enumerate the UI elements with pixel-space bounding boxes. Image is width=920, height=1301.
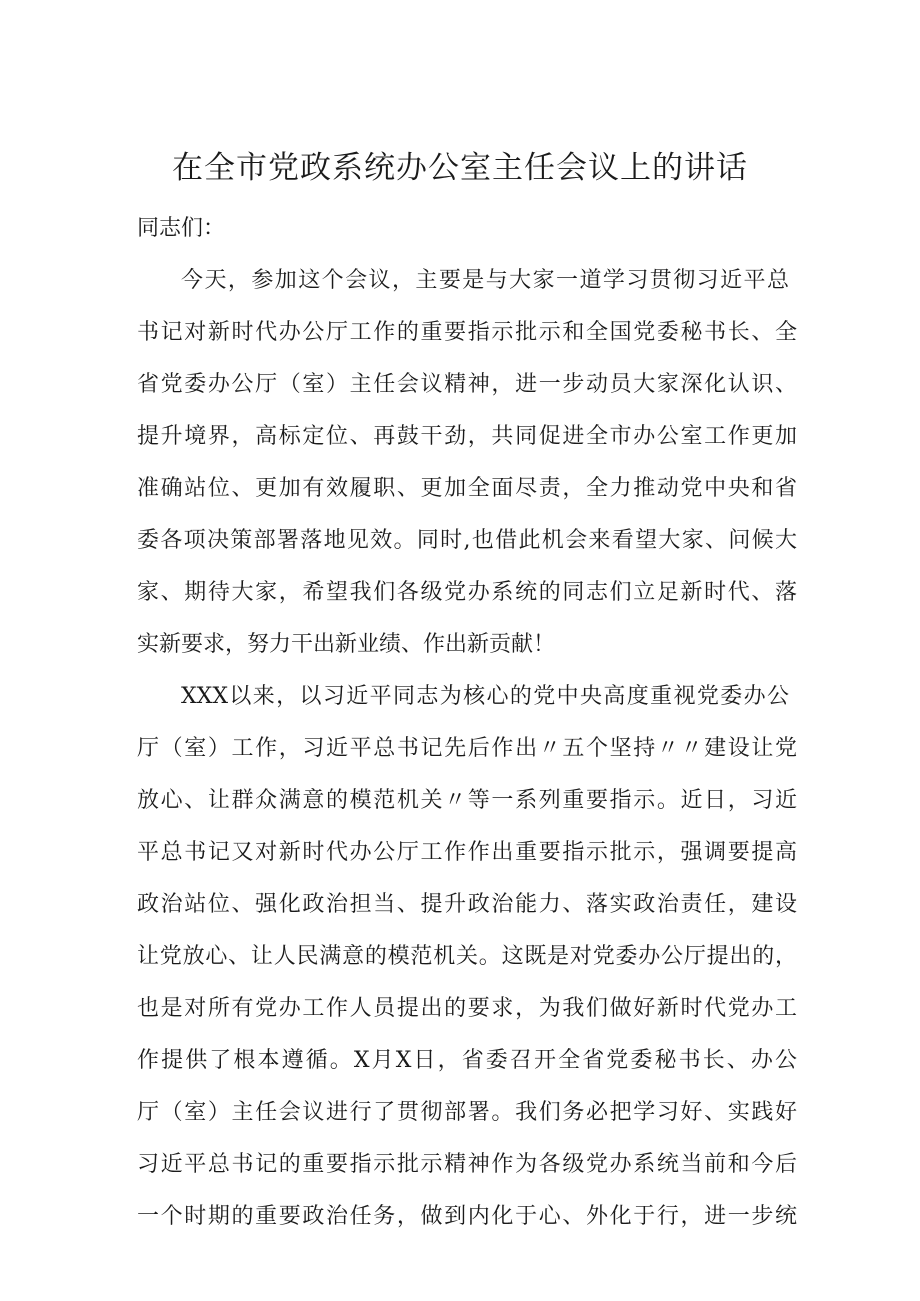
paragraph-1-line-7: 家、期待大家，希望我们各级党办系统的同志们立足新时代、落 (137, 580, 797, 605)
paragraph-2-line-7: 也是对所有党办工作人员提出的要求，为我们做好新时代党办工 (137, 996, 797, 1021)
paragraph-1-line-8: 实新要求，努力干出新业绩、作出新贡献！ (137, 632, 556, 657)
paragraph-2-line-4: 平总书记又对新时代办公厅工作作出重要指示批示，强调要提高 (137, 840, 797, 865)
paragraph-2-line-8: 作提供了根本遵循。X月X日，省委召开全省党委秘书长、办公 (137, 1048, 797, 1073)
paragraph-1-line-2: 书记对新时代办公厅工作的重要指示批示和全国党委秘书长、全 (137, 320, 797, 345)
paragraph-1-line-4: 提升境界，高标定位、再鼓干劲，共同促进全市办公室工作更加 (137, 424, 797, 449)
paragraph-1-line-1: 今天，参加这个会议，主要是与大家一道学习贯彻习近平总 (181, 268, 789, 293)
paragraph-2-line-2: 厅（室）工作，习近平总书记先后作出〃五个坚持〃〃建设让党 (137, 736, 797, 761)
paragraph-2-line-10: 习近平总书记的重要指示批示精神作为各级党办系统当前和今后 (137, 1152, 797, 1177)
greeting: 同志们： (137, 216, 226, 241)
paragraph-1-line-5: 准确站位、更加有效履职、更加全面尽责，全力推动党中央和省 (137, 476, 797, 501)
paragraph-2-line-11: 一个时期的重要政治任务，做到内化于心、外化于行，进一步统 (137, 1204, 797, 1229)
paragraph-2-line-9: 厅（室）主任会议进行了贯彻部署。我们务必把学习好、实践好 (137, 1100, 797, 1125)
paragraph-2-line-6: 让党放心、让人民满意的模范机关。这既是对党委办公厅提出的， (137, 944, 797, 969)
paragraph-2-line-5: 政治站位、强化政治担当、提升政治能力、落实政治责任，建设 (137, 892, 797, 917)
paragraph-1-line-3: 省党委办公厅（室）主任会议精神，进一步动员大家深化认识、 (137, 372, 797, 397)
paragraph-1-line-6: 委各项决策部署落地见效。同时,也借此机会来看望大家、问候大 (137, 528, 797, 553)
paragraph-2-line-1: XXX以来，以习近平同志为核心的党中央高度重视党委办公 (181, 684, 789, 709)
paragraph-2-line-3: 放心、让群众满意的模范机关〃等一系列重要指示。近日，习近 (137, 788, 797, 813)
document-title: 在全市党政系统办公室主任会议上的讲话 (172, 150, 748, 186)
